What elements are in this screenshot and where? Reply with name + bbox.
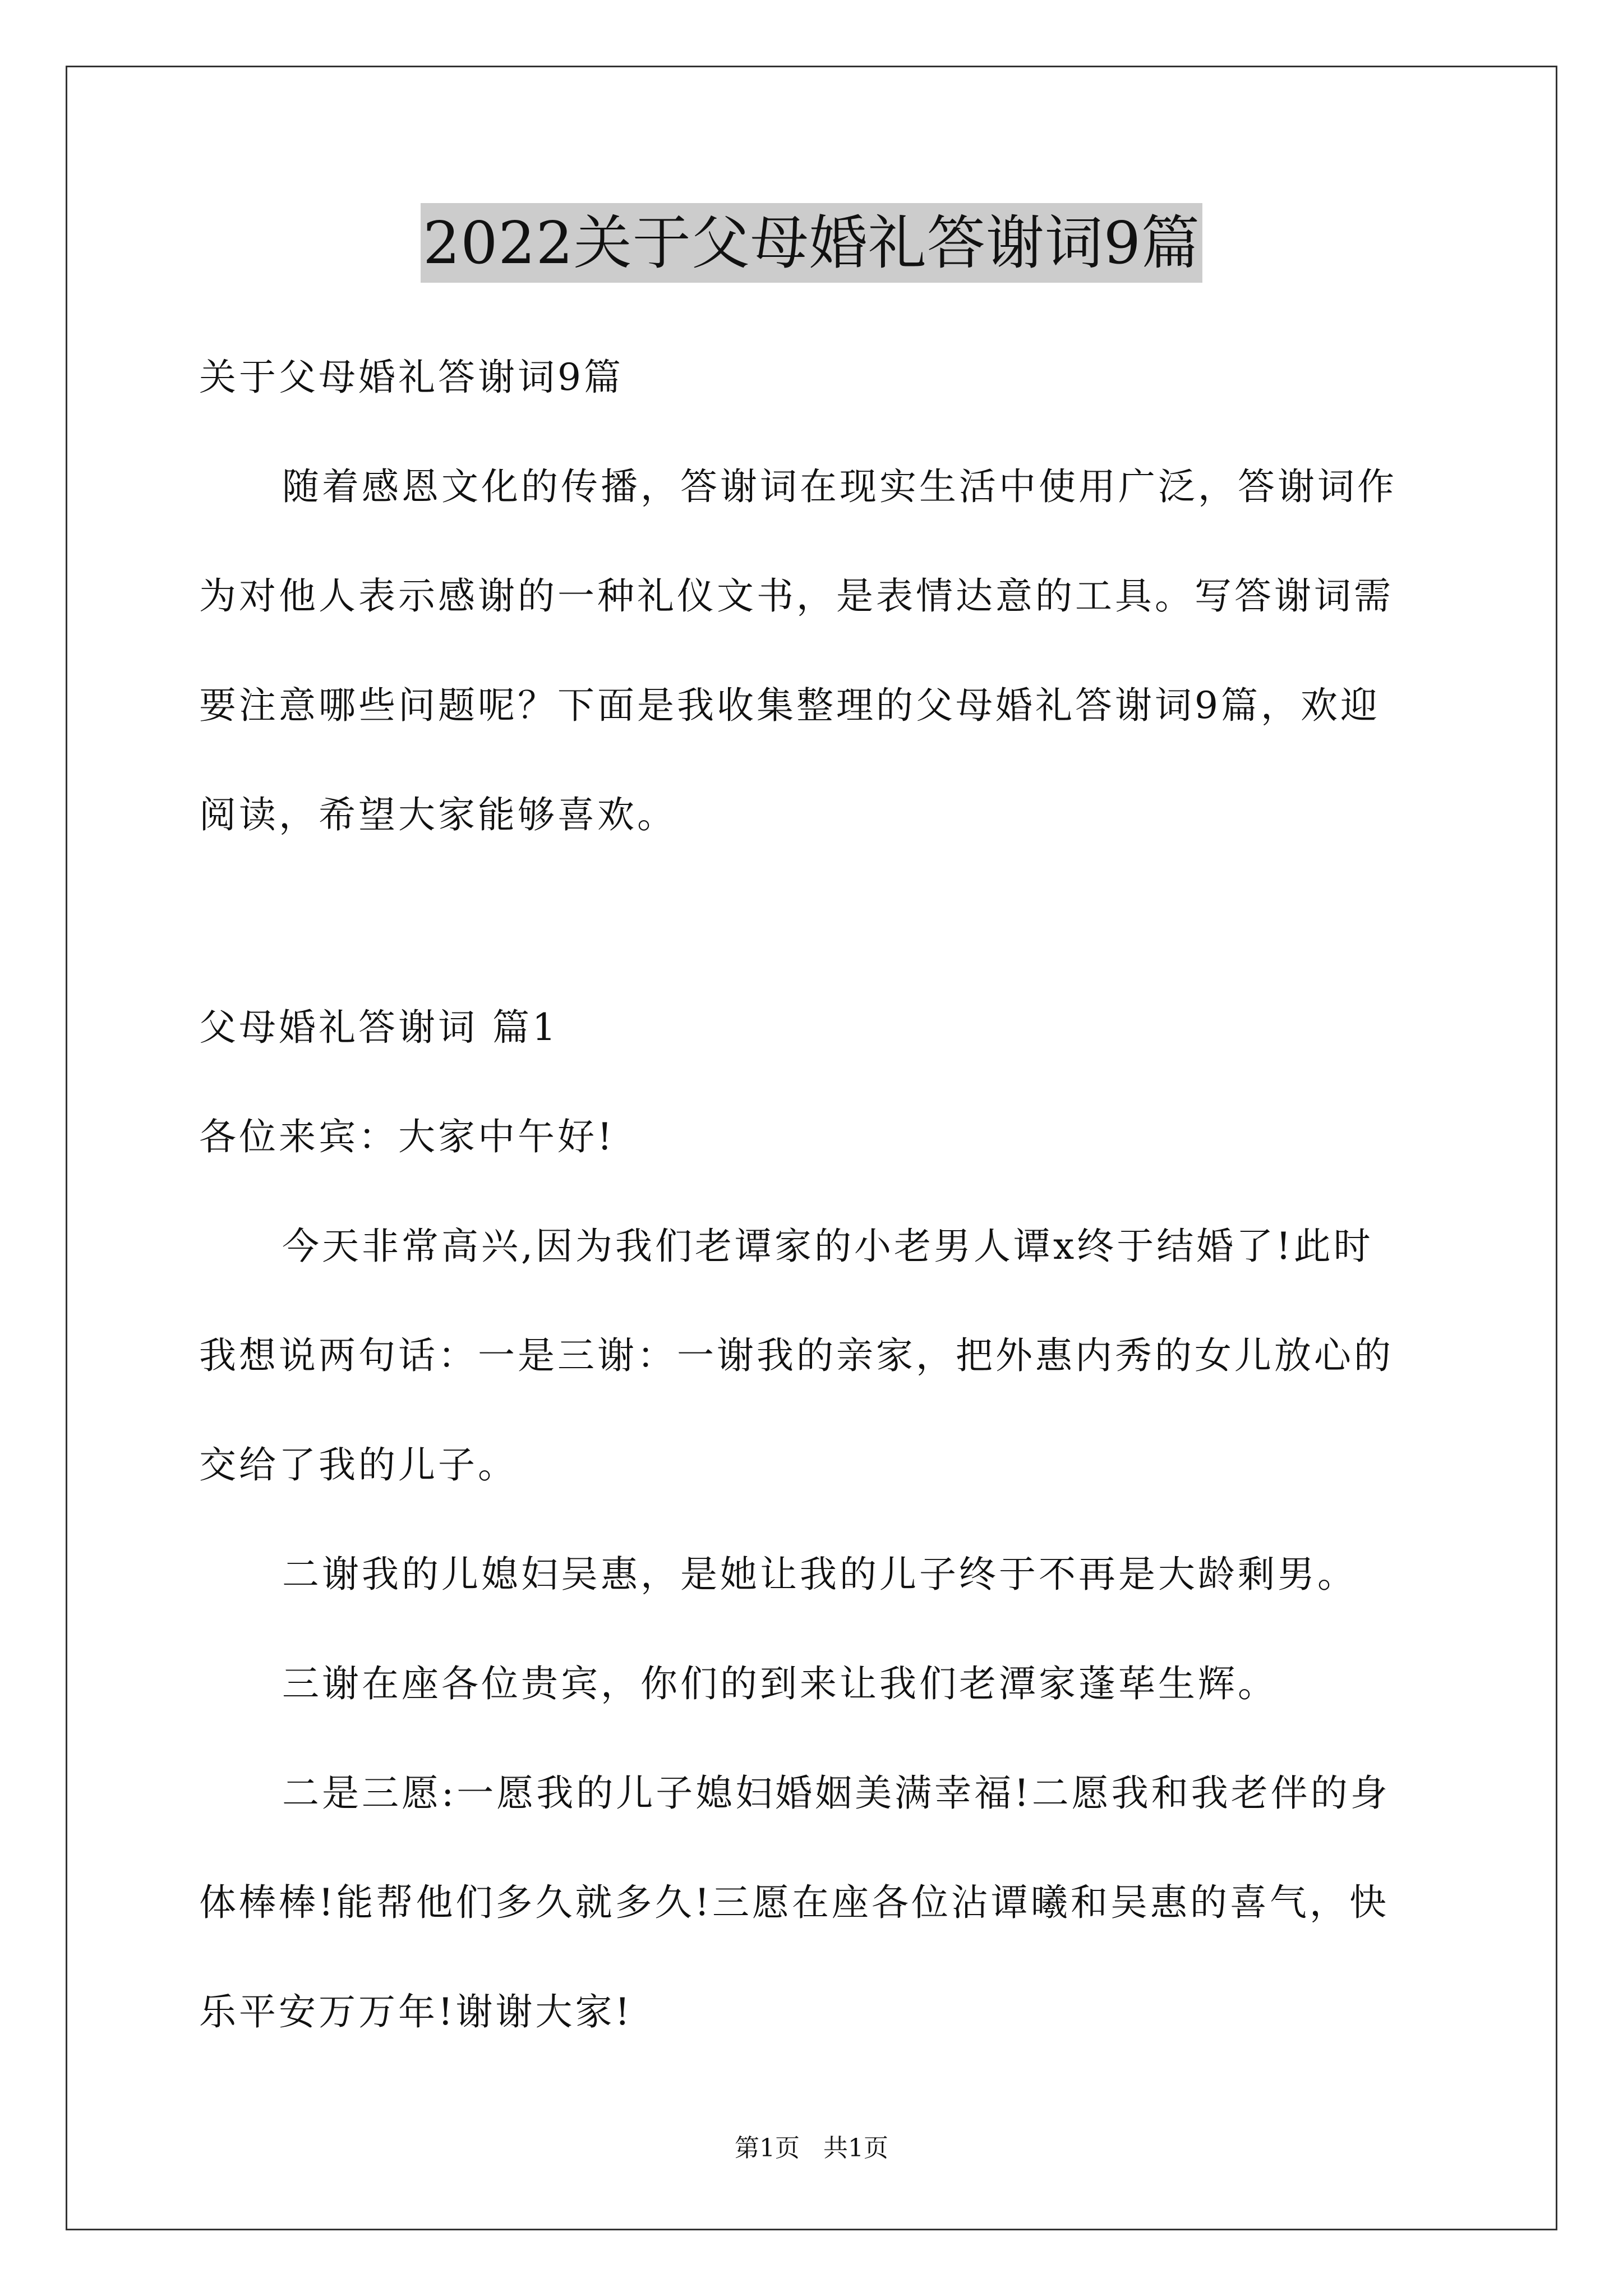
- paragraph-line: 我想说两句话：一是三谢：一谢我的亲家，把外惠内秀的女儿放心的: [199, 1334, 1394, 1377]
- subtitle-line: 关于父母婚礼答谢词9篇: [199, 356, 624, 399]
- paragraph-line: 阅读，希望大家能够喜欢。: [199, 793, 677, 836]
- paragraph-line: 乐平安万万年!谢谢大家!: [199, 1990, 633, 2033]
- paragraph-line: 随着感恩文化的传播，答谢词在现实生活中使用广泛，答谢词作: [282, 465, 1397, 508]
- paragraph-line: 二是三愿:一愿我的儿子媳妇婚姻美满幸福!二愿我和我老伴的身: [282, 1772, 1390, 1815]
- paragraph-line: 交给了我的儿子。: [199, 1443, 518, 1487]
- section-heading: 父母婚礼答谢词 篇1: [199, 1006, 559, 1049]
- paragraph-line: 今天非常高兴,因为我们老谭家的小老男人谭x终于结婚了!此时: [282, 1225, 1373, 1268]
- paragraph-line: 体棒棒!能帮他们多久就多久!三愿在座各位沾谭曦和吴惠的喜气，快: [199, 1881, 1390, 1924]
- paragraph-line: 三谢在座各位贵宾，你们的到来让我们老潭家蓬荜生辉。: [282, 1662, 1278, 1705]
- paragraph-line: 二谢我的儿媳妇吴惠，是她让我的儿子终于不再是大龄剩男。: [282, 1553, 1357, 1596]
- document-title: 2022关于父母婚礼答谢词9篇: [421, 203, 1202, 283]
- page-footer: 第1页 共1页: [735, 2134, 888, 2162]
- title-container: [0, 203, 1623, 283]
- paragraph-line: 要注意哪些问题呢？下面是我收集整理的父母婚礼答谢词9篇，欢迎: [199, 684, 1380, 727]
- salutation-line: 各位来宾：大家中午好!: [199, 1115, 615, 1158]
- paragraph-line: 为对他人表示感谢的一种礼仪文书，是表情达意的工具。写答谢词需: [199, 574, 1394, 618]
